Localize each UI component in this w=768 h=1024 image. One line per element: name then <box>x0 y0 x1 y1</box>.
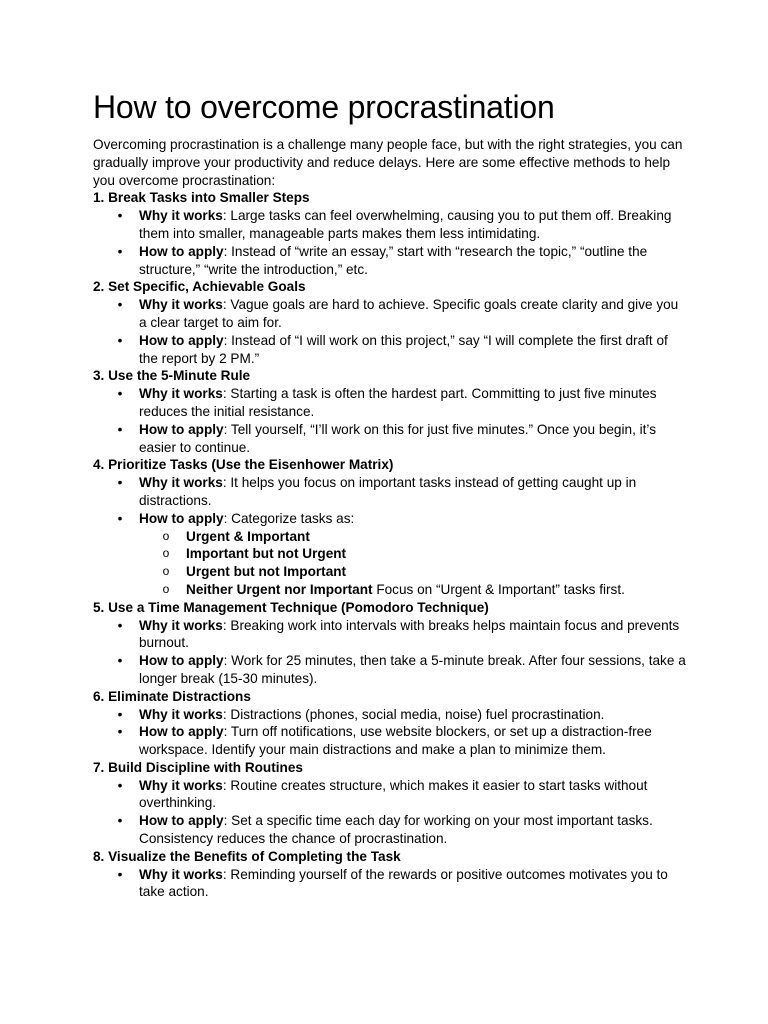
item-text: : Instead of “I will work on this project,” say “I will complete the first draft of the report by 2 PM.” <box>139 332 668 366</box>
sub-list-item <box>162 563 688 581</box>
list-item <box>117 510 688 599</box>
sub-list <box>139 528 688 599</box>
bullet-icon: • <box>117 653 123 669</box>
circle-bullet-icon: o <box>162 528 170 543</box>
sections-container <box>93 189 688 901</box>
item-text: : Large tasks can feel overwhelming, causing you to put them off. Breaking them into smaller, manageable parts makes them less intimidating. <box>139 208 672 241</box>
item-text: : Reminding yourself of the rewards or positive outcomes motivates you to take action. <box>139 866 668 900</box>
item-label: How to apply <box>139 332 224 348</box>
item-text: : Turn off notifications, use website blockers, or set up a distraction-free workspace. Identify your main distractions and make a plan to minimize them. <box>139 724 652 758</box>
bullet-icon: • <box>117 208 123 224</box>
item-text: : Breaking work into intervals with breaks helps maintain focus and prevents burnout. <box>139 617 680 651</box>
item-text: : Set a specific time each day for working on your most important tasks. Consistency reduces the chance of procrastination. <box>139 813 653 847</box>
item-label: Why it works <box>139 208 223 224</box>
item-text: : Categorize tasks as: <box>223 510 355 526</box>
bullet-icon: • <box>117 386 123 402</box>
section-heading: 5. Use a Time Management Technique (Pomodoro Technique) <box>93 599 489 615</box>
item-text: : Vague goals are hard to achieve. Specific goals create clarity and give you a clear target to aim for. <box>139 297 679 330</box>
item-text: : Tell yourself, “I’ll work on this for just five minutes.” Once you begin, it’s easier to continue. <box>139 421 656 455</box>
item-label: How to apply <box>139 243 224 259</box>
list-item <box>117 866 688 902</box>
sub-item-label: Urgent & Important <box>186 528 310 544</box>
item-label: Why it works <box>139 617 223 633</box>
sub-item-label: Important but not Urgent <box>186 546 347 562</box>
bullet-icon: • <box>117 866 123 882</box>
item-label: Why it works <box>139 386 223 402</box>
item-text: : Distractions (phones, social media, noise) fuel procrastination. <box>222 706 605 722</box>
bullet-list <box>93 777 688 848</box>
item-label: How to apply <box>139 813 224 829</box>
item-label: Why it works <box>139 475 223 491</box>
bullet-list <box>93 474 688 599</box>
item-text: : Starting a task is often the hardest part. Committing to just five minutes reduces the initial resistance. <box>139 386 657 419</box>
list-item <box>117 706 688 724</box>
bullet-list <box>93 296 688 367</box>
sub-item-label: Urgent but not Important <box>186 564 347 580</box>
list-item <box>117 332 688 368</box>
bullet-list <box>93 207 688 278</box>
bullet-icon: • <box>117 297 123 313</box>
bullet-icon: • <box>117 617 123 633</box>
bullet-list <box>93 617 688 688</box>
page-title: How to overcome procrastination <box>93 89 555 125</box>
sub-item-label: Neither Urgent nor Important <box>186 581 373 597</box>
list-item <box>117 652 688 688</box>
bullet-icon: • <box>117 813 123 829</box>
bullet-icon: • <box>117 421 123 437</box>
section-heading: 1. Break Tasks into Smaller Steps <box>93 190 310 206</box>
section-heading: 8. Visualize the Benefits of Completing the Task <box>93 848 401 864</box>
list-item <box>117 723 688 759</box>
section-heading: 7. Build Discipline with Routines <box>93 759 303 775</box>
bullet-list <box>93 385 688 456</box>
item-text: : Routine creates structure, which makes it easier to start tasks without overthinking. <box>139 777 648 811</box>
circle-bullet-icon: o <box>162 581 170 596</box>
bullet-icon: • <box>117 332 123 348</box>
item-label: How to apply <box>139 724 224 740</box>
item-label: How to apply <box>139 653 224 669</box>
item-label: Why it works <box>139 777 223 793</box>
circle-bullet-icon: o <box>162 546 170 561</box>
item-label: Why it works <box>139 706 223 722</box>
section-heading: 4. Prioritize Tasks (Use the Eisenhower Matrix) <box>93 457 394 473</box>
bullet-icon: • <box>117 777 123 793</box>
list-item <box>117 812 688 848</box>
item-text: : Work for 25 minutes, then take a 5-minute break. After four sessions, take a longer break (15-30 minutes). <box>139 653 686 686</box>
item-label: How to apply <box>139 421 224 437</box>
list-item <box>117 421 688 457</box>
intro-paragraph: Overcoming procrastination is a challenge many people face, but with the right strategies, you can gradually improve your productivity and reduce delays. Here are some effective methods to help you overcome procrastination: <box>93 137 683 188</box>
bullet-icon: • <box>117 243 123 259</box>
item-text: : Instead of “write an essay,” start with “research the topic,” “outline the structure,” “write the introduction,” etc. <box>139 243 648 277</box>
bullet-list <box>93 706 688 759</box>
item-label: Why it works <box>139 866 223 882</box>
bullet-icon: • <box>117 724 123 740</box>
section-heading: 3. Use the 5-Minute Rule <box>93 368 251 384</box>
list-item <box>117 474 688 510</box>
list-item <box>117 617 688 653</box>
bullet-icon: • <box>117 475 123 491</box>
bullet-list <box>93 866 688 902</box>
list-item <box>117 385 688 421</box>
circle-bullet-icon: o <box>162 564 170 579</box>
item-text: : It helps you focus on important tasks instead of getting caught up in distractions. <box>139 475 637 508</box>
sub-item-text: Focus on “Urgent & Important” tasks first. <box>372 581 625 597</box>
list-item <box>117 777 688 813</box>
item-label: Why it works <box>139 297 223 313</box>
section-heading: 2. Set Specific, Achievable Goals <box>93 279 306 295</box>
list-item <box>117 207 688 243</box>
list-item <box>117 243 688 279</box>
bullet-icon: • <box>117 510 123 526</box>
list-item <box>117 296 688 332</box>
section-heading: 6. Eliminate Distractions <box>93 688 251 704</box>
sub-list-item <box>162 581 688 599</box>
item-label: How to apply <box>139 510 224 526</box>
bullet-icon: • <box>117 706 123 722</box>
sub-list-item <box>162 528 688 546</box>
sub-list-item <box>162 545 688 563</box>
